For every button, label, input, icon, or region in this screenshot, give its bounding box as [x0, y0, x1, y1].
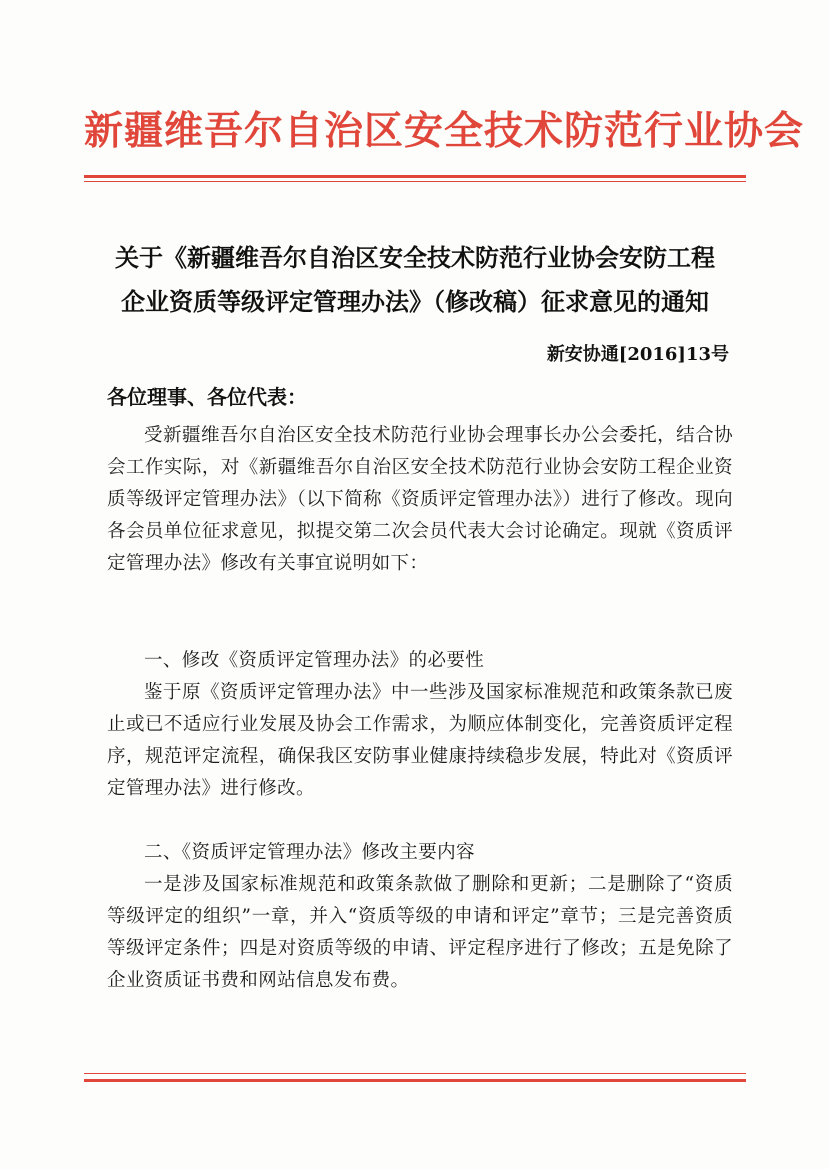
footer-red-rule-thin	[84, 1073, 746, 1074]
section-heading-2: 二、《资质评定管理办法》修改主要内容	[144, 842, 475, 863]
paragraph-intro: 受新疆维吾尔自治区安全技术防范行业协会理事长办公会委托，结合协会工作实际，对《新疆维吾尔自治区安全技术防范行业协会安防工程企业资质等级评定管理办法》（以下简称《资质评定管理办法》）进行了修改。现向各会员单位征求意见，拟提交第二次会员代表大会讨论确定。现就《资质评定管理办法》修改有关事宜说明如下：	[107, 425, 733, 574]
salutation: 各位理事、各位代表：	[107, 385, 307, 409]
organization-header-title: 新疆维吾尔自治区安全技术防范行业协会	[84, 108, 805, 154]
notice-title	[84, 236, 746, 324]
document-number: 新安协通[2016]13号	[546, 344, 729, 365]
section-heading-1: 一、修改《资质评定管理办法》的必要性	[144, 650, 485, 671]
notice-title-line-1: 关于《新疆维吾尔自治区安全技术防范行业协会安防工程	[115, 243, 715, 272]
header-red-rule-thin	[84, 181, 746, 182]
paragraph-necessity: 鉴于原《资质评定管理办法》中一些涉及国家标准规范和政策条款已废止或已不适应行业发展及协会工作需求，为顺应体制变化，完善资质评定程序，规范评定流程，确保我区安防事业健康持续稳步发展，特此对《资质评定管理办法》进行修改。	[107, 682, 733, 799]
paragraph-main-changes: 一是涉及国家标准规范和政策条款做了删除和更新；二是删除了“资质等级评定的组织”一章，并入“资质等级的申请和评定”章节；三是完善资质等级评定条件；四是对资质等级的申请、评定程序进行了修改；五是免除了企业资质证书费和网站信息发布费。	[107, 874, 733, 991]
footer-red-rule-thick	[84, 1079, 746, 1082]
header-red-rule-thick	[84, 175, 746, 178]
notice-title-line-2: 企业资质等级评定管理办法》（修改稿）征求意见的通知	[121, 287, 709, 316]
